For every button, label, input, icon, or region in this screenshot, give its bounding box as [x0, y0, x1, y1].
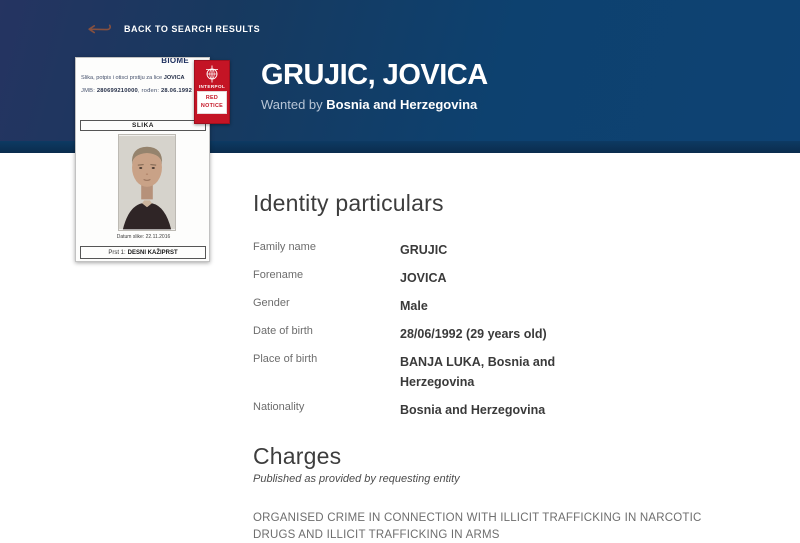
- field-label: Gender: [253, 297, 290, 309]
- field-row-date-of-birth: [253, 324, 753, 344]
- field-row-family-name: [253, 240, 753, 260]
- charges-heading: Charges: [253, 443, 342, 469]
- document-header-text: BIOME: [161, 58, 189, 65]
- field-row-nationality: [253, 400, 753, 420]
- field-row-place-of-birth: [253, 352, 753, 392]
- identity-document-card: [75, 57, 226, 262]
- field-label: Nationality: [253, 401, 305, 413]
- document-line-1: Slika, potpis i otisci prstiju za lice JOVICA: [81, 75, 185, 81]
- page-title: GRUJIC, JOVICA: [261, 59, 488, 91]
- wanted-by-subtitle: [261, 97, 488, 112]
- field-value: BANJA LUKA, Bosnia and Herzegovina: [400, 355, 556, 389]
- portrait-image: [119, 135, 175, 230]
- interpol-red-notice-badge: [194, 60, 230, 124]
- photo-section-header: SLIKA: [80, 120, 206, 131]
- field-value: GRUJIC: [400, 243, 448, 257]
- field-label: Date of birth: [253, 325, 313, 337]
- identity-particulars-heading: Identity particulars: [253, 190, 444, 216]
- field-value: JOVICA: [400, 271, 447, 285]
- field-label: Forename: [253, 269, 304, 281]
- document-line-2: JMB: 280699210000, rođen: 28.06.1992: [81, 88, 193, 94]
- charges-note: Published as provided by requesting entity: [253, 473, 460, 485]
- back-to-search-results-link[interactable]: [84, 22, 260, 36]
- main-content: [253, 153, 753, 543]
- interpol-emblem-icon: [204, 65, 220, 83]
- photo-date-caption: Datum slike: 22.11.2016: [116, 234, 171, 240]
- field-value: Male: [400, 299, 428, 313]
- interpol-wordmark: INTERPOL: [198, 84, 226, 89]
- mugshot-photo: [118, 134, 176, 231]
- back-link-label: BACK TO SEARCH RESULTS: [124, 24, 261, 34]
- charges-text: ORGANISED CRIME IN CONNECTION WITH ILLICIT TRAFFICKING IN NARCOTIC DRUGS AND ILLICIT TRAFFICKING IN ARMS: [253, 512, 702, 541]
- field-label: Family name: [253, 241, 316, 253]
- field-row-gender: [253, 296, 753, 316]
- red-notice-label: RED NOTICE: [197, 91, 227, 114]
- fingerprint-label-box: Prst 1: DESNI KAŽIPRST: [80, 246, 206, 259]
- field-value: Bosnia and Herzegovina: [400, 403, 546, 417]
- field-row-forename: [253, 268, 753, 288]
- identity-fields: [253, 240, 753, 420]
- back-arrow-icon: [84, 22, 112, 36]
- wanted-by-country: Bosnia and Herzegovina: [326, 96, 478, 112]
- field-label: Place of birth: [253, 353, 318, 365]
- title-block: [261, 60, 488, 112]
- field-value: 28/06/1992 (29 years old): [400, 327, 547, 341]
- document-scan-area: [76, 58, 209, 261]
- wanted-by-prefix: Wanted by: [261, 96, 327, 112]
